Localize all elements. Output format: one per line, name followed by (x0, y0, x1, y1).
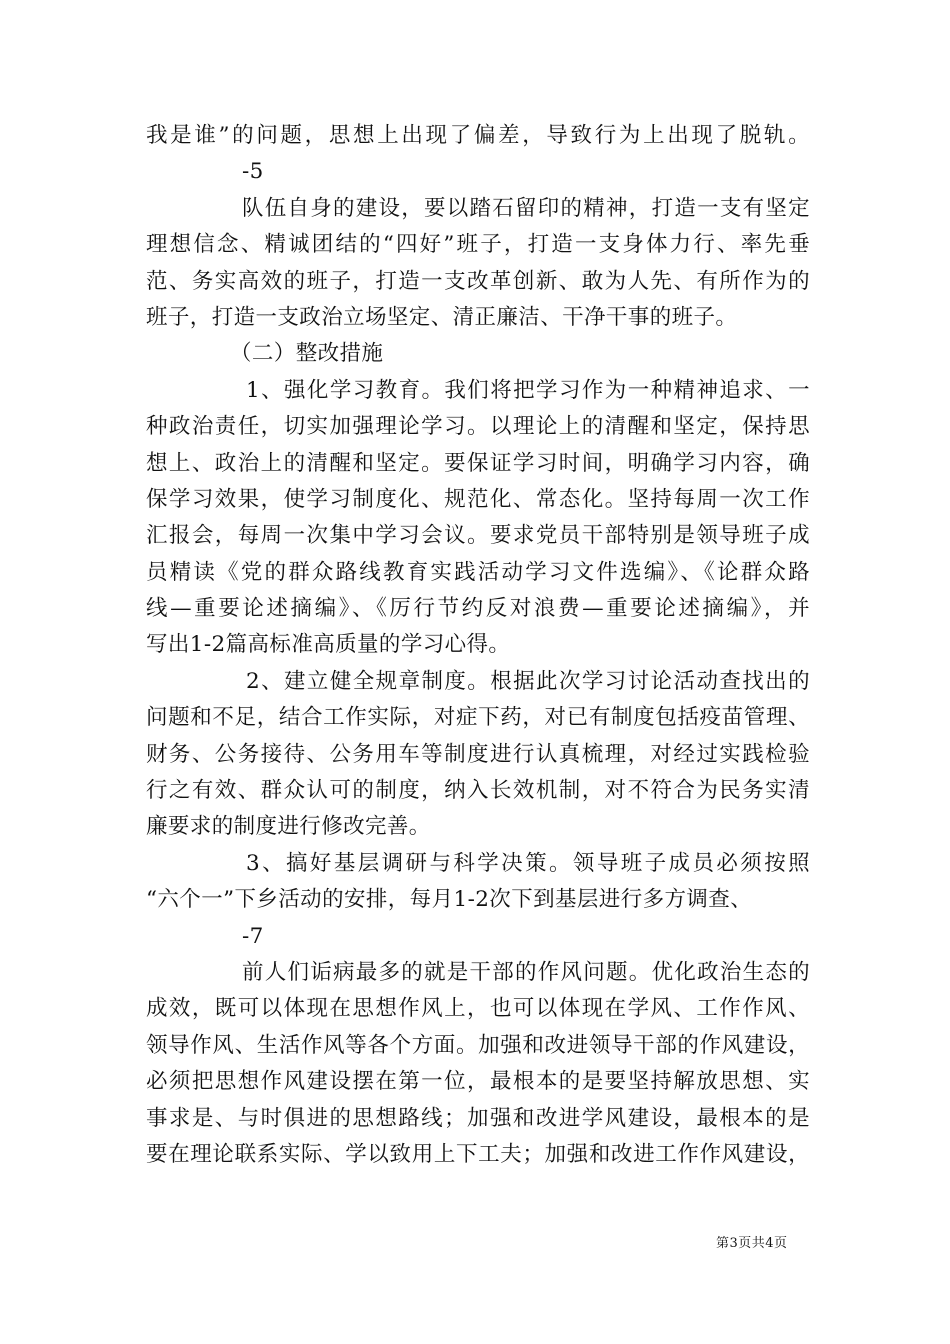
text-line: 2、建立健全规章制度。根据此次学习讨论活动查找出的 (246, 668, 810, 694)
text-line: 汇报会，每周一次集中学习会议。要求党员干部特别是领导班子成 (146, 523, 810, 549)
text-line: 范、务实高效的班子，打造一支改革创新、敢为人先、有所作为的 (146, 268, 810, 294)
body-text (146, 118, 810, 1173)
text-line: 3、搞好基层调研与科学决策。领导班子成员必须按照 (246, 850, 810, 876)
text-line: “六个一”下乡活动的安排，每月1-2次下到基层进行多方调查、 (146, 887, 753, 913)
text-line: 种政治责任，切实加强理论学习。以理论上的清醒和坚定，保持思 (146, 414, 810, 440)
text-line: 财务、公务接待、公务用车等制度进行认真梳理，对经过实践检验 (146, 741, 810, 767)
text-line: 想上、政治上的清醒和坚定。要保证学习时间，明确学习内容，确 (146, 450, 810, 476)
text-line: 班子，打造一支政治立场坚定、清正廉洁、干净干事的班子。 (146, 304, 738, 330)
text-line: 保学习效果，使学习制度化、规范化、常态化。坚持每周一次工作 (146, 486, 810, 512)
text-line: 1、强化学习教育。我们将把学习作为一种精神追求、一 (246, 377, 810, 403)
text-line: 事求是、与时俱进的思想路线；加强和改进学风建设，最根本的是 (146, 1105, 810, 1131)
text-line: 必须把思想作风建设摆在第一位，最根本的是要坚持解放思想、实 (146, 1069, 810, 1095)
text-line: 写出1-2篇高标准高质量的学习心得。 (146, 632, 511, 658)
page-number: 第3页共4页 (716, 1236, 788, 1251)
page-marker: -5 (242, 159, 264, 185)
text-line: 队伍自身的建设，要以踏石留印的精神，打造一支有坚定 (242, 195, 810, 221)
text-line: 线—重要论述摘编》、《厉行节约反对浪费—重要论述摘编》，并 (146, 596, 810, 622)
text-line: 问题和不足，结合工作实际，对症下药，对已有制度包括疫苗管理、 (146, 705, 810, 731)
text-line: 前人们诟病最多的就是干部的作风问题。优化政治生态的 (242, 959, 810, 985)
section-heading: （二）整改措施 (230, 341, 384, 367)
text-line: 领导作风、生活作风等各个方面。加强和改进领导干部的作风建设， (146, 1032, 810, 1058)
text-line: 成效，既可以体现在思想作风上，也可以体现在学风、工作作风、 (146, 996, 810, 1022)
text-line: 员精读《党的群众路线教育实践活动学习文件选编》、《论群众路 (146, 559, 810, 585)
text-line: 理想信念、精诚团结的“四好”班子，打造一支身体力行、率先垂 (146, 232, 810, 258)
page-marker: -7 (242, 923, 264, 949)
text-line: 廉要求的制度进行修改完善。 (146, 814, 431, 840)
text-line: 我是谁”的问题，思想上出现了偏差，导致行为上出现了脱轨。 (146, 123, 810, 148)
text-line: 要在理论联系实际、学以致用上下工夫；加强和改进工作作风建设， (146, 1141, 810, 1167)
text-line: 行之有效、群众认可的制度，纳入长效机制，对不符合为民务实清 (146, 778, 810, 804)
